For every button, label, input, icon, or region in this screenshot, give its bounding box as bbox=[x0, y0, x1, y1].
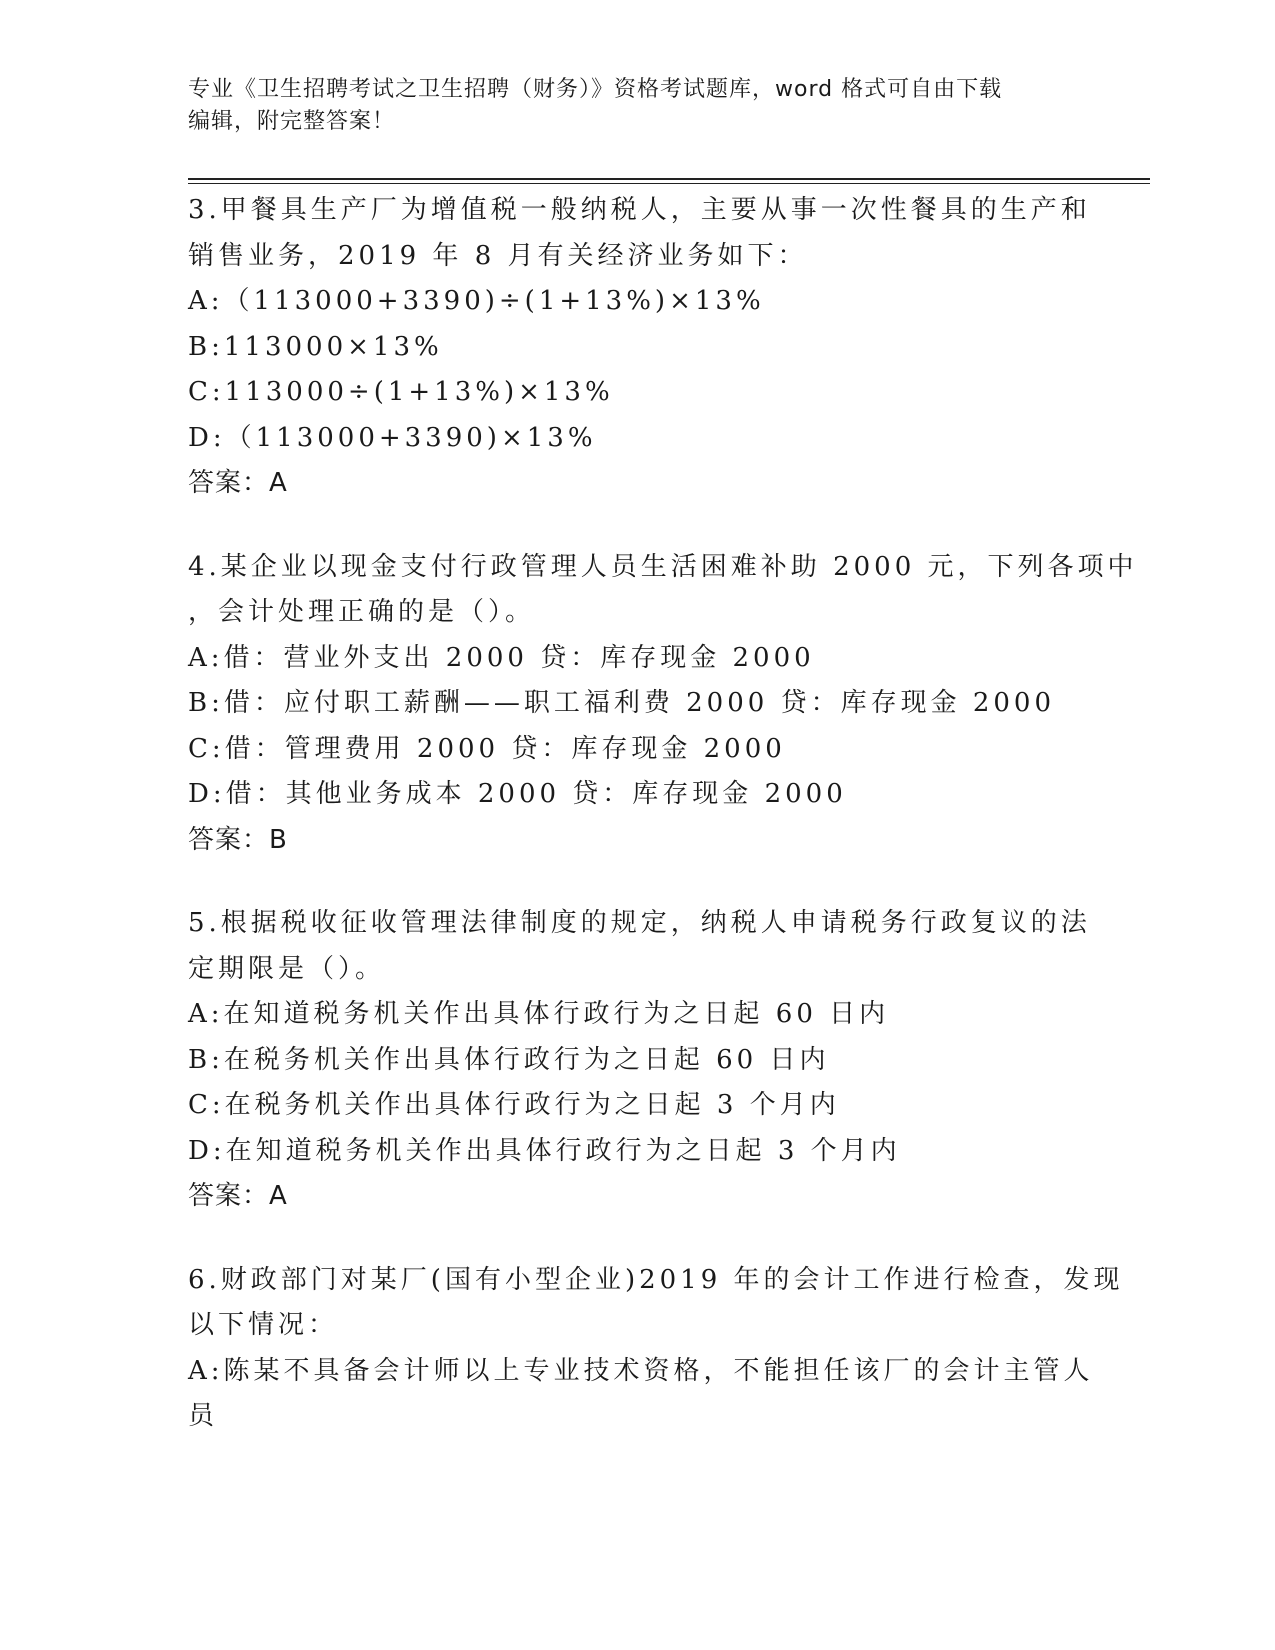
document-header bbox=[188, 74, 1088, 138]
question-3 bbox=[188, 188, 1091, 507]
question-list bbox=[188, 188, 1138, 1478]
question-stem: 定期限是（）。 bbox=[188, 953, 386, 984]
question-stem: 6.财政部门对某厂(国有小型企业)2019 年的会计工作进行检查，发现 bbox=[188, 1264, 1124, 1295]
question-4 bbox=[188, 545, 1138, 864]
option-a-continued: 员 bbox=[188, 1401, 219, 1431]
header-divider-thin bbox=[188, 183, 1150, 184]
option-a: A:（113000+3390)÷(1+13%)×13% bbox=[188, 286, 765, 316]
answer-line: 答案：A bbox=[188, 1181, 288, 1211]
option-a: A:借：营业外支出 2000 贷：库存现金 2000 bbox=[188, 642, 815, 673]
question-6 bbox=[188, 1258, 1124, 1440]
question-stem: 4.某企业以现金支付行政管理人员生活困难补助 2000 元，下列各项中 bbox=[188, 551, 1138, 582]
option-c: C:借：管理费用 2000 贷：库存现金 2000 bbox=[188, 733, 786, 764]
option-b: B:借：应付职工薪酬——职工福利费 2000 贷：库存现金 2000 bbox=[188, 688, 1055, 718]
answer-line: 答案：A bbox=[188, 468, 288, 498]
option-d: D:借：其他业务成本 2000 贷：库存现金 2000 bbox=[188, 779, 847, 809]
option-c: C:在税务机关作出具体行政行为之日起 3 个月内 bbox=[188, 1090, 840, 1120]
option-d: D:（113000+3390)×13% bbox=[188, 422, 597, 453]
option-a: A:在知道税务机关作出具体行政行为之日起 60 日内 bbox=[188, 999, 890, 1029]
question-stem: 销售业务，2019 年 8 月有关经济业务如下： bbox=[188, 240, 808, 271]
question-stem: 5.根据税收征收管理法律制度的规定，纳税人申请税务行政复议的法 bbox=[188, 908, 1091, 938]
option-b: B:在税务机关作出具体行政行为之日起 60 日内 bbox=[188, 1044, 830, 1075]
question-stem: 以下情况： bbox=[188, 1310, 339, 1340]
question-stem: 3.甲餐具生产厂为增值税一般纳税人，主要从事一次性餐具的生产和 bbox=[188, 195, 1091, 225]
header-divider bbox=[188, 178, 1150, 180]
question-stem: ，会计处理正确的是（）。 bbox=[188, 597, 536, 627]
option-d: D:在知道税务机关作出具体行政行为之日起 3 个月内 bbox=[188, 1135, 901, 1166]
option-c: C:113000÷(1+13%)×13% bbox=[188, 377, 614, 407]
header-line-1: 专业《卫生招聘考试之卫生招聘（财务）》资格考试题库，word 格式可自由下载 bbox=[188, 77, 1003, 102]
option-b: B:113000×13% bbox=[188, 331, 443, 362]
option-a: A:陈某不具备会计师以上专业技术资格，不能担任该厂的会计主管人 bbox=[188, 1355, 1094, 1386]
header-line-2: 编辑，附完整答案！ bbox=[188, 109, 396, 134]
answer-line: 答案：B bbox=[188, 824, 288, 855]
question-5 bbox=[188, 901, 1091, 1220]
